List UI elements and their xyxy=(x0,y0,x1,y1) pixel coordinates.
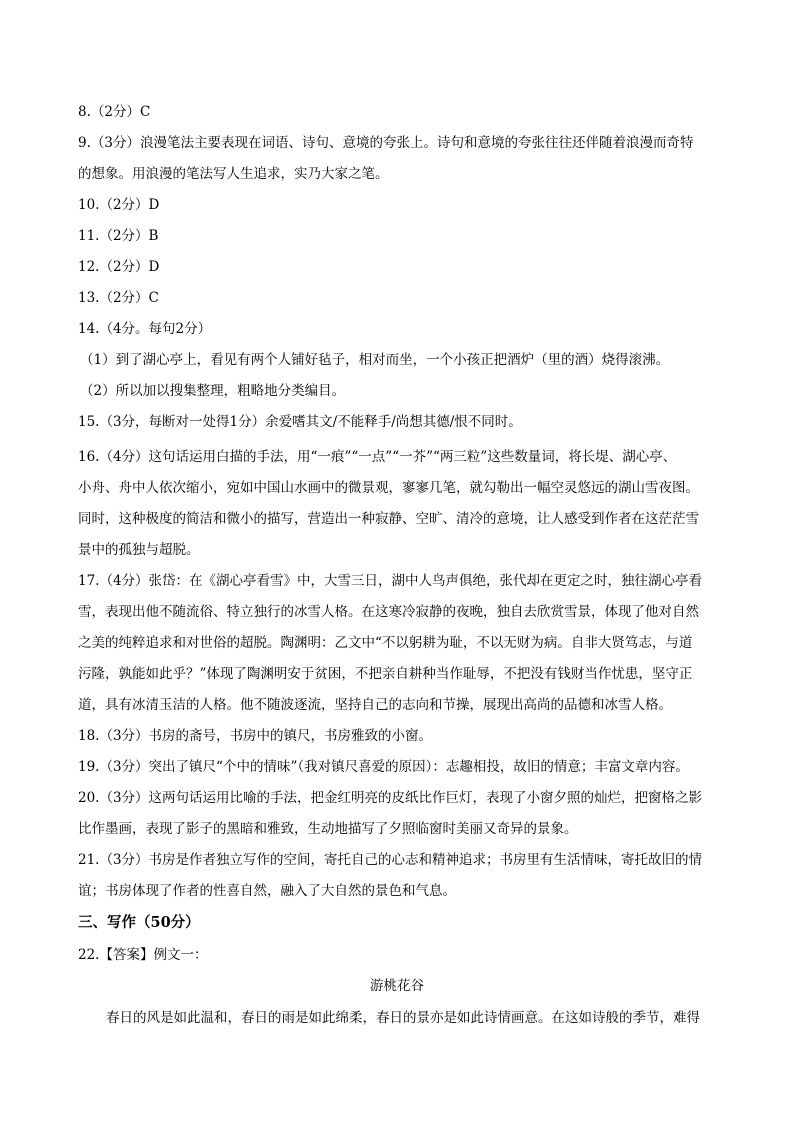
answer-17-line-2: 雪，表现出他不随流俗、特立独行的冰雪人格。在这寒冷寂静的夜晚，独自去欣赏雪景，体现了他对自然 xyxy=(78,604,699,620)
answer-22: 22.【答案】例文一： xyxy=(78,947,208,963)
answer-14-sub-2: （2）所以加以搜集整理，粗略地分类编目。 xyxy=(80,383,346,399)
answer-9-line-2: 的想象。用浪漫的笔法写人生追求，实乃大家之笔。 xyxy=(78,166,389,182)
answer-18: 18.（3分）书房的斋号，书房中的镇尺，书房雅致的小窗。 xyxy=(78,728,433,744)
answer-15: 15.（3分，每断对一处得1分）余爱嗜其文/不能释手/尚想其德/恨不同时。 xyxy=(78,414,522,430)
essay-title: 游桃花谷 xyxy=(370,978,424,994)
section-heading-writing: 三、写作（50分） xyxy=(78,914,200,931)
answer-21-line-2: 谊；书房体现了作者的性喜自然，融入了大自然的景色和气息。 xyxy=(78,883,456,899)
answer-17-line-4: 污隆，孰能如此乎？”体现了陶渊明安于贫困，不把亲自耕种当作耻辱，不把没有钱财当作忧患，坚守正 xyxy=(78,666,693,682)
answer-19: 19.（3分）突出了镇尺“个中的情味”（我对镇尺喜爱的原因）：志趣相投，故旧的情意；丰富文章内容。 xyxy=(78,759,689,775)
answer-17-line-3: 之美的纯粹追求和对世俗的超脱。陶渊明：乙文中“不以躬耕为耻，不以无财为病。自非大贤笃志，与道 xyxy=(78,635,693,651)
answer-16-line-2: 小舟、舟中人依次缩小，宛如中国山水画中的微景观，寥寥几笔，就勾勒出一幅空灵悠远的湖山雪夜图。 xyxy=(78,480,699,496)
answer-20-line-2: 比作墨画，表现了影子的黑暗和雅致，生动地描写了夕照临窗时美丽又奇异的景象。 xyxy=(78,821,578,837)
answer-16-line-1: 16.（4分）这句话运用白描的手法，用“一痕”“一点”“一芥”“两三粒”这些数量词，将长堤、湖心亭、 xyxy=(78,449,677,465)
answer-8: 8.（2分）C xyxy=(78,104,151,120)
answer-12: 12.（2分）D xyxy=(78,259,160,275)
answer-21-line-1: 21.（3分）书房是作者独立写作的空间，寄托自己的心志和精神追求；书房里有生活情味，寄托故旧的情 xyxy=(78,852,703,868)
answer-14: 14.（4分。每句2分） xyxy=(78,321,212,337)
answer-11: 11.（2分）B xyxy=(78,228,159,244)
answer-13: 13.（2分）C xyxy=(78,290,159,306)
answer-9-line-1: 9.（3分）浪漫笔法主要表现在词语、诗句、意境的夸张上。诗句和意境的夸张往往还伴随着浪漫而奇特 xyxy=(78,135,694,151)
answer-17-line-1: 17.（4分）张岱：在《湖心亭看雪》中，大雪三日，湖中人鸟声俱绝，张代却在更定之时，独往湖心亭看 xyxy=(78,573,703,589)
essay-paragraph-line-1: 春日的风是如此温和，春日的雨是如此绵柔，春日的景亦是如此诗情画意。在这如诗般的季节，难得 xyxy=(106,1010,700,1026)
answer-10: 10.（2分）D xyxy=(78,197,160,213)
answer-16-line-4: 景中的孤独与超脱。 xyxy=(78,542,200,558)
answer-16-line-3: 同时，这种极度的简洁和微小的描写，营造出一种寂静、空旷、清冷的意境，让人感受到作者在这茫茫雪 xyxy=(78,511,699,527)
answer-14-sub-1: （1）到了湖心亭上，看见有两个人铺好毡子，相对而坐，一个小孩正把酒炉（里的酒）烧得滚沸。 xyxy=(80,352,670,368)
answer-17-line-5: 道，具有冰清玉洁的人格。他不随波逐流，坚持自己的志向和节操，展现出高尚的品德和冰雪人格。 xyxy=(78,697,672,713)
answer-20-line-1: 20.（3分）这两句话运用比喻的手法，把金红明亮的皮纸比作巨灯，表现了小窗夕照的灿烂，把窗格之影 xyxy=(78,790,703,806)
